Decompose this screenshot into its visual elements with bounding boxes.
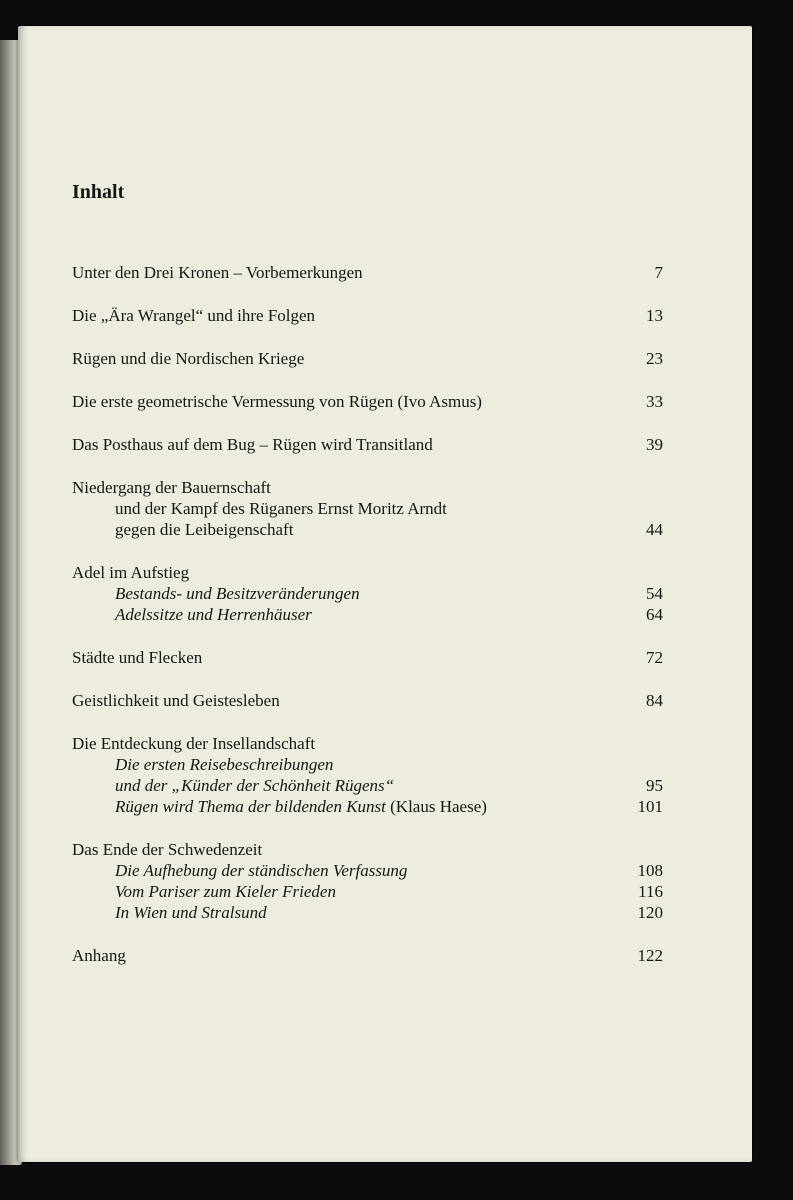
- toc-group-bauernschaft: [72, 477, 663, 540]
- toc-entry-page: 72: [646, 648, 663, 667]
- toc-entry-page: 120: [637, 903, 663, 922]
- toc-entry-page: 95: [646, 776, 663, 795]
- toc-entry-page: 13: [646, 306, 663, 325]
- table-of-contents: [72, 262, 663, 988]
- toc-subentry: [72, 902, 663, 923]
- toc-entry-page: 33: [646, 392, 663, 411]
- toc-entry: [72, 434, 663, 455]
- toc-subline: [72, 519, 663, 540]
- toc-entry-title: Die „Ära Wrangel“ und ihre Folgen: [72, 306, 316, 325]
- toc-entry-page: 84: [646, 691, 663, 710]
- toc-entry-title: Das Posthaus auf dem Bug – Rügen wird Transitland: [72, 435, 433, 454]
- page-title: Inhalt: [72, 181, 125, 203]
- toc-subentry-title: Bestands- und Besitzveränderungen: [115, 584, 360, 603]
- toc-subentry-title: und der „Künder der Schönheit Rügens“: [115, 776, 395, 795]
- toc-entry-title: Unter den Drei Kronen – Vorbemerkungen: [72, 263, 363, 282]
- toc-subentry-title: Vom Pariser zum Kieler Frieden: [115, 882, 336, 901]
- toc-subentry: [72, 881, 663, 902]
- toc-entry-page: 108: [637, 861, 663, 880]
- toc-entry-page: 23: [646, 349, 663, 368]
- book-page: [18, 26, 752, 1162]
- toc-group-schwedenzeit: [72, 839, 663, 923]
- toc-entry-page: 101: [637, 797, 663, 816]
- toc-subentry-author: (Klaus Haese): [385, 797, 487, 816]
- toc-subline-text: gegen die Leibeigenschaft: [115, 520, 294, 539]
- toc-subentry-title-italic: Rügen wird Thema der bildenden Kunst: [115, 797, 386, 816]
- toc-subentry: [72, 796, 663, 817]
- toc-subentry-title: In Wien und Stralsund: [115, 903, 267, 922]
- toc-entry: [72, 305, 663, 326]
- toc-entry: [72, 690, 663, 711]
- toc-subentry: [72, 604, 663, 625]
- toc-group-adel: [72, 562, 663, 625]
- toc-subentry: [72, 583, 663, 604]
- toc-group-title: Die Entdeckung der Insellandschaft: [72, 734, 316, 753]
- toc-entry: [72, 348, 663, 369]
- toc-entry-page: 64: [646, 605, 663, 624]
- toc-subline: [72, 498, 663, 519]
- toc-subentry: [72, 775, 663, 796]
- toc-subentry-title: Die ersten Reisebeschreibungen: [115, 755, 334, 774]
- toc-group-title: Das Ende der Schwedenzeit: [72, 840, 263, 859]
- toc-subentry-title: [115, 796, 487, 817]
- toc-entry-title: Die erste geometrische Vermessung von Rügen (Ivo Asmus): [72, 392, 482, 411]
- toc-entry-anhang: [72, 945, 663, 966]
- toc-subline-text: und der Kampf des Rüganers Ernst Moritz Arndt: [115, 499, 447, 518]
- toc-group-title: Adel im Aufstieg: [72, 563, 190, 582]
- toc-entry-page: 54: [646, 584, 663, 603]
- toc-subentry: [72, 860, 663, 881]
- toc-entry: [72, 262, 663, 283]
- toc-entry: [72, 391, 663, 412]
- toc-entry-page: 116: [638, 882, 663, 901]
- toc-entry-title: Geistlichkeit und Geistesleben: [72, 691, 280, 710]
- toc-group-title: Niedergang der Bauernschaft: [72, 478, 271, 497]
- toc-entry-title: Städte und Flecken: [72, 648, 203, 667]
- toc-entry-title: Rügen und die Nordischen Kriege: [72, 349, 305, 368]
- toc-subentry-title: Adelssitze und Herrenhäuser: [115, 605, 312, 624]
- toc-entry-page: 7: [654, 263, 663, 282]
- toc-entry-title: Anhang: [72, 946, 126, 965]
- toc-entry-page: 122: [637, 946, 663, 965]
- toc-subentry: [72, 754, 663, 775]
- toc-entry-page: 39: [646, 435, 663, 454]
- toc-entry-page: 44: [646, 520, 663, 539]
- toc-subentry-title: Die Aufhebung der ständischen Verfassung: [115, 861, 408, 880]
- toc-entry: [72, 647, 663, 668]
- toc-group-insellandschaft: [72, 733, 663, 817]
